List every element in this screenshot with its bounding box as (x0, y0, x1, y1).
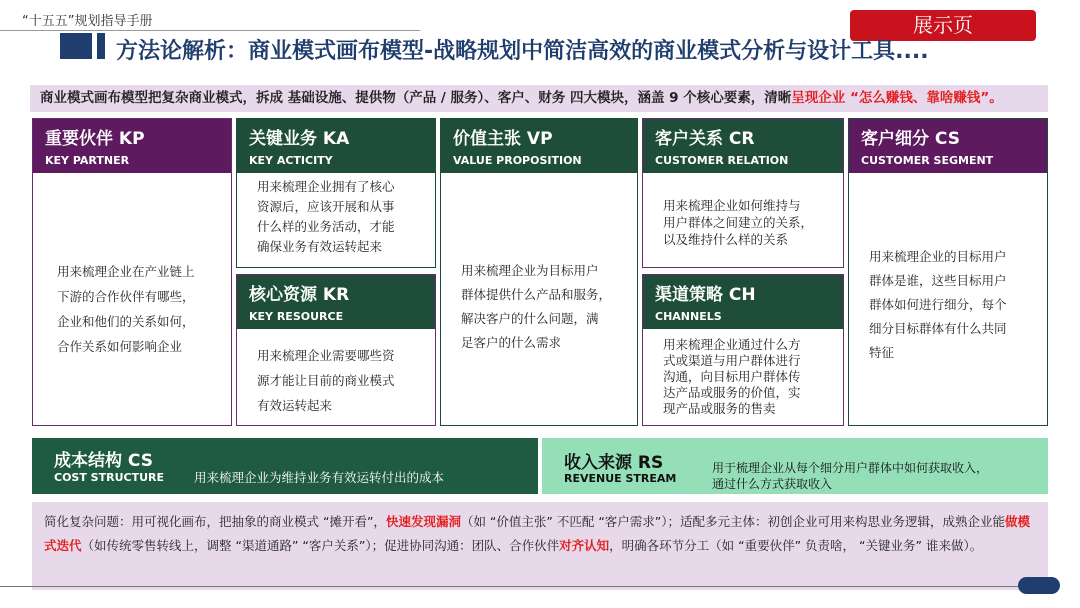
channels-header (643, 275, 843, 329)
value-proposition-title: 价值主张 VP (453, 129, 553, 149)
block-key-partner (32, 118, 232, 426)
header-divider (0, 30, 420, 31)
title-decoration-bar (97, 33, 105, 59)
value-proposition-subtitle: VALUE PROPOSITION (453, 154, 582, 167)
value-proposition-header (441, 119, 637, 173)
cost-structure-subtitle: COST STRUCTURE (54, 471, 164, 484)
channels-subtitle: CHANNELS (655, 310, 722, 323)
customer-segment-subtitle: CUSTOMER SEGMENT (861, 154, 994, 167)
intro-banner (30, 85, 1048, 112)
key-resource-title: 核心资源 KR (249, 285, 350, 305)
cost-structure-description: 用来梳理企业为维持业务有效运转付出的成本 (194, 470, 445, 485)
title-decoration-block (60, 33, 92, 59)
key-partner-description: 用来梳理企业在产业链上 下游的合作伙伴有哪些， 企业和他们的关系如何， 合作关系如何影响企业 (57, 264, 195, 354)
summary-box: 简化复杂问题：用可视化画布，把抽象的商业模式 “摊开看”，快速发现漏洞（如 “价值主张” 不匹配 “客户需求”）；适配多元主体：初创企业可用来构思业务逻辑，成熟企业能做模式迭代（如传统零售转线上，调整 “渠道通路” “客户关系”）；促进协同沟通：团队、合作伙伴对齐认知，明确各环节分工（如 “重要伙伴” 负责啥， “关键业务” 谁来做）。 (32, 502, 1048, 590)
key-activity-subtitle: KEY ACTICITY (249, 154, 333, 167)
block-cost-structure (32, 438, 538, 494)
manual-title: “十五五”规划指导手册 (22, 14, 153, 29)
summary-highlight-2: 做模式迭代 (44, 514, 1031, 553)
customer-relation-subtitle: CUSTOMER RELATION (655, 154, 789, 167)
customer-relation-description: 用来梳理企业如何维持与 用户群体之间建立的关系， 以及维持什么样的关系 (663, 198, 814, 247)
key-activity-description: 用来梳理企业拥有了核心 资源后，应该开展和从事 什么样的业务活动，才能 确保业务有效运转起来 (257, 179, 395, 254)
summary-highlight-1: 快速发现漏洞 (385, 514, 461, 529)
block-customer-segment (848, 118, 1048, 426)
customer-segment-description: 用来梳理企业的目标用户 群体是谁，这些目标用户 群体如何进行细分，每个 细分目标群体有什么共同 特征 (869, 249, 1007, 360)
intro-text: 商业模式画布模型把复杂商业模式，拆成 基础设施、提供物（产品 / 服务）、客户、财务 四大模块，涵盖 9 个核心要素，清晰 (40, 90, 792, 106)
channels-description: 用来梳理企业通过什么方 式或渠道与用户群体进行 沟通，向目标用户群体传 达产品或服务的价值，实 现产品或服务的售卖 (663, 337, 801, 416)
key-resource-description: 用来梳理企业需要哪些资 源才能让目前的商业模式 有效运转起来 (257, 348, 395, 413)
key-partner-header (33, 119, 231, 173)
key-resource-subtitle: KEY RESOURCE (249, 310, 344, 323)
key-activity-title: 关键业务 KA (249, 129, 350, 149)
customer-relation-header (643, 119, 843, 173)
page-title: 方法论解析：商业模式画布模型-战略规划中简洁高效的商业模式分析与设计工具.... (116, 39, 929, 64)
intro-highlight: 呈现企业 “怎么赚钱、靠啥赚钱”。 (791, 90, 1003, 106)
key-activity-header (237, 119, 435, 173)
footer-divider (0, 586, 1044, 587)
revenue-stream-title: 收入来源 RS (564, 453, 664, 473)
summary-highlight-3: 对齐认知 (559, 538, 610, 553)
customer-relation-title: 客户关系 CR (655, 129, 755, 149)
block-channels (642, 274, 844, 426)
revenue-stream-subtitle: REVENUE STREAM (564, 472, 677, 485)
page-number-pill (1018, 577, 1060, 594)
value-proposition-description: 用来梳理企业为目标用户 群体提供什么产品和服务， 解决客户的什么问题，满 足客户的什么需求 (461, 263, 612, 350)
key-resource-header (237, 275, 435, 329)
block-key-activity (236, 118, 436, 268)
customer-segment-header (849, 119, 1047, 173)
cost-structure-title: 成本结构 CS (54, 451, 153, 471)
show-page-badge: 展示页 (850, 10, 1036, 41)
block-key-resource (236, 274, 436, 426)
channels-title: 渠道策略 CH (655, 285, 756, 305)
block-revenue-stream (542, 438, 1048, 494)
key-partner-title: 重要伙伴 KP (45, 129, 145, 149)
key-partner-subtitle: KEY PARTNER (45, 154, 130, 167)
revenue-stream-description: 用于梳理企业从每个细分用户群体中如何获取收入， 通过什么方式获取收入 (712, 461, 989, 491)
block-customer-relation (642, 118, 844, 268)
block-value-proposition (440, 118, 638, 426)
customer-segment-title: 客户细分 CS (861, 129, 960, 149)
